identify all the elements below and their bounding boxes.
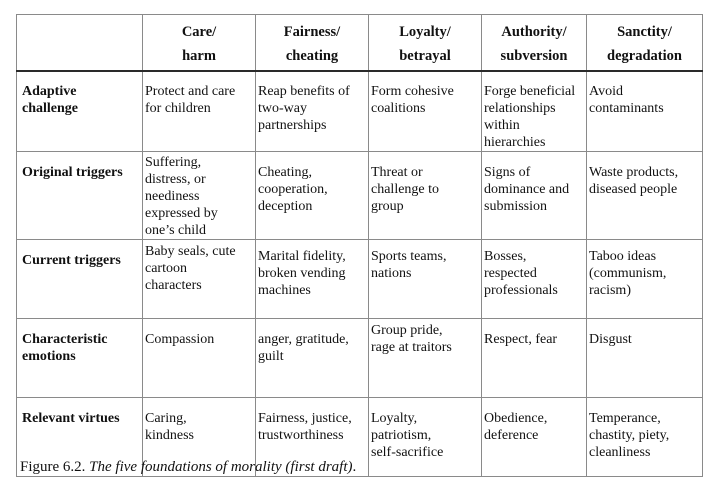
table-cell <box>256 151 369 239</box>
cell-text: Forge beneficial relationships within hierarchies <box>484 83 576 150</box>
cell-text: Form cohesive coalitions <box>371 83 454 116</box>
cell-text: Marital fidelity, broken vending machines <box>258 248 346 298</box>
table-row-current-triggers <box>17 239 703 318</box>
table-cell <box>143 239 256 318</box>
cell-text: Group pride, rage at traitors <box>371 322 452 355</box>
table-row-original-triggers <box>17 151 703 239</box>
row-label: Current triggers <box>22 252 121 268</box>
caption-suffix: . <box>352 459 357 475</box>
column-header-line1: Fairness/ <box>283 24 341 41</box>
column-header-fairness <box>256 15 369 71</box>
moral-foundations-table <box>16 14 703 477</box>
cell-text: Reap benefits of two-way partnerships <box>258 83 350 133</box>
row-header <box>17 151 143 239</box>
cell-text: Waste products, diseased people <box>589 164 679 197</box>
table-cell <box>256 71 369 152</box>
header-row <box>17 15 703 71</box>
column-header-loyalty <box>369 15 482 71</box>
table-cell <box>369 318 482 397</box>
table-cell <box>369 239 482 318</box>
cell-text: Cheating, cooperation, deception <box>258 164 328 214</box>
cell-text: Baby seals, cute cartoon characters <box>145 243 236 293</box>
corner-header-cell <box>17 15 143 71</box>
column-header-line2: betrayal <box>399 48 451 65</box>
cell-text: Signs of dominance and submission <box>484 164 570 214</box>
cell-text: Avoid contaminants <box>589 83 664 116</box>
cell-text: Disgust <box>589 331 632 347</box>
table-wrapper <box>16 14 702 477</box>
column-header-line1: Authority/ <box>501 24 567 41</box>
table-cell <box>256 318 369 397</box>
column-header-line2: degradation <box>607 48 682 65</box>
column-header-line1: Loyalty/ <box>399 24 451 41</box>
column-header-line2: harm <box>182 48 216 65</box>
caption-prefix: Figure 6.2. <box>20 459 90 475</box>
table-cell <box>256 239 369 318</box>
row-label: Original triggers <box>22 164 123 180</box>
cell-text: Temperance, chastity, piety, cleanliness <box>589 410 670 460</box>
column-header-line2: subversion <box>500 48 568 65</box>
table-cell <box>482 239 587 318</box>
cell-text: Fairness, justice, trustworthiness <box>258 410 352 443</box>
table-cell <box>143 71 256 152</box>
row-label: Adaptive challenge <box>22 83 78 116</box>
table-cell <box>482 397 587 476</box>
table-cell <box>143 151 256 239</box>
row-label: Relevant virtues <box>22 410 120 426</box>
column-header-line1: Sanctity/ <box>617 24 672 41</box>
cell-text: Suffering, distress, or neediness expressed by one’s child <box>145 154 218 238</box>
table-cell <box>587 239 703 318</box>
table-cell <box>587 397 703 476</box>
column-header-line2: cheating <box>285 48 339 65</box>
figure-caption <box>20 458 356 476</box>
row-header <box>17 239 143 318</box>
cell-text: Obedience, deference <box>484 410 548 443</box>
column-header-care <box>143 15 256 71</box>
cell-text: Taboo ideas (communism, racism) <box>589 248 667 298</box>
table-cell <box>369 151 482 239</box>
column-header-authority <box>482 15 587 71</box>
column-header-line1: Care/ <box>181 24 217 41</box>
table-cell <box>482 71 587 152</box>
table-row-adaptive-challenge <box>17 71 703 152</box>
table-cell <box>587 151 703 239</box>
cell-text: anger, gratitude, guilt <box>258 331 349 364</box>
caption-title: The five foundations of morality (first draft) <box>89 459 353 475</box>
table-cell <box>587 318 703 397</box>
table-cell <box>482 151 587 239</box>
cell-text: Respect, fear <box>484 331 558 347</box>
table-cell <box>482 318 587 397</box>
cell-text: Sports teams, nations <box>371 248 447 281</box>
table-cell <box>369 397 482 476</box>
table-cell <box>143 318 256 397</box>
column-header-sanctity <box>587 15 703 71</box>
cell-text: Protect and care for children <box>145 83 236 116</box>
table-cell <box>369 71 482 152</box>
row-header <box>17 318 143 397</box>
cell-text: Threat or challenge to group <box>371 164 440 214</box>
cell-text: Bosses, respected professionals <box>484 248 558 298</box>
cell-text: Compassion <box>145 331 215 347</box>
cell-text: Loyalty, patriotism, self-sacrifice <box>371 410 444 460</box>
row-label: Characteristic emotions <box>22 331 108 364</box>
cell-text: Caring, kindness <box>145 410 194 443</box>
row-header <box>17 71 143 152</box>
table-row-characteristic-emotions <box>17 318 703 397</box>
table-cell <box>587 71 703 152</box>
